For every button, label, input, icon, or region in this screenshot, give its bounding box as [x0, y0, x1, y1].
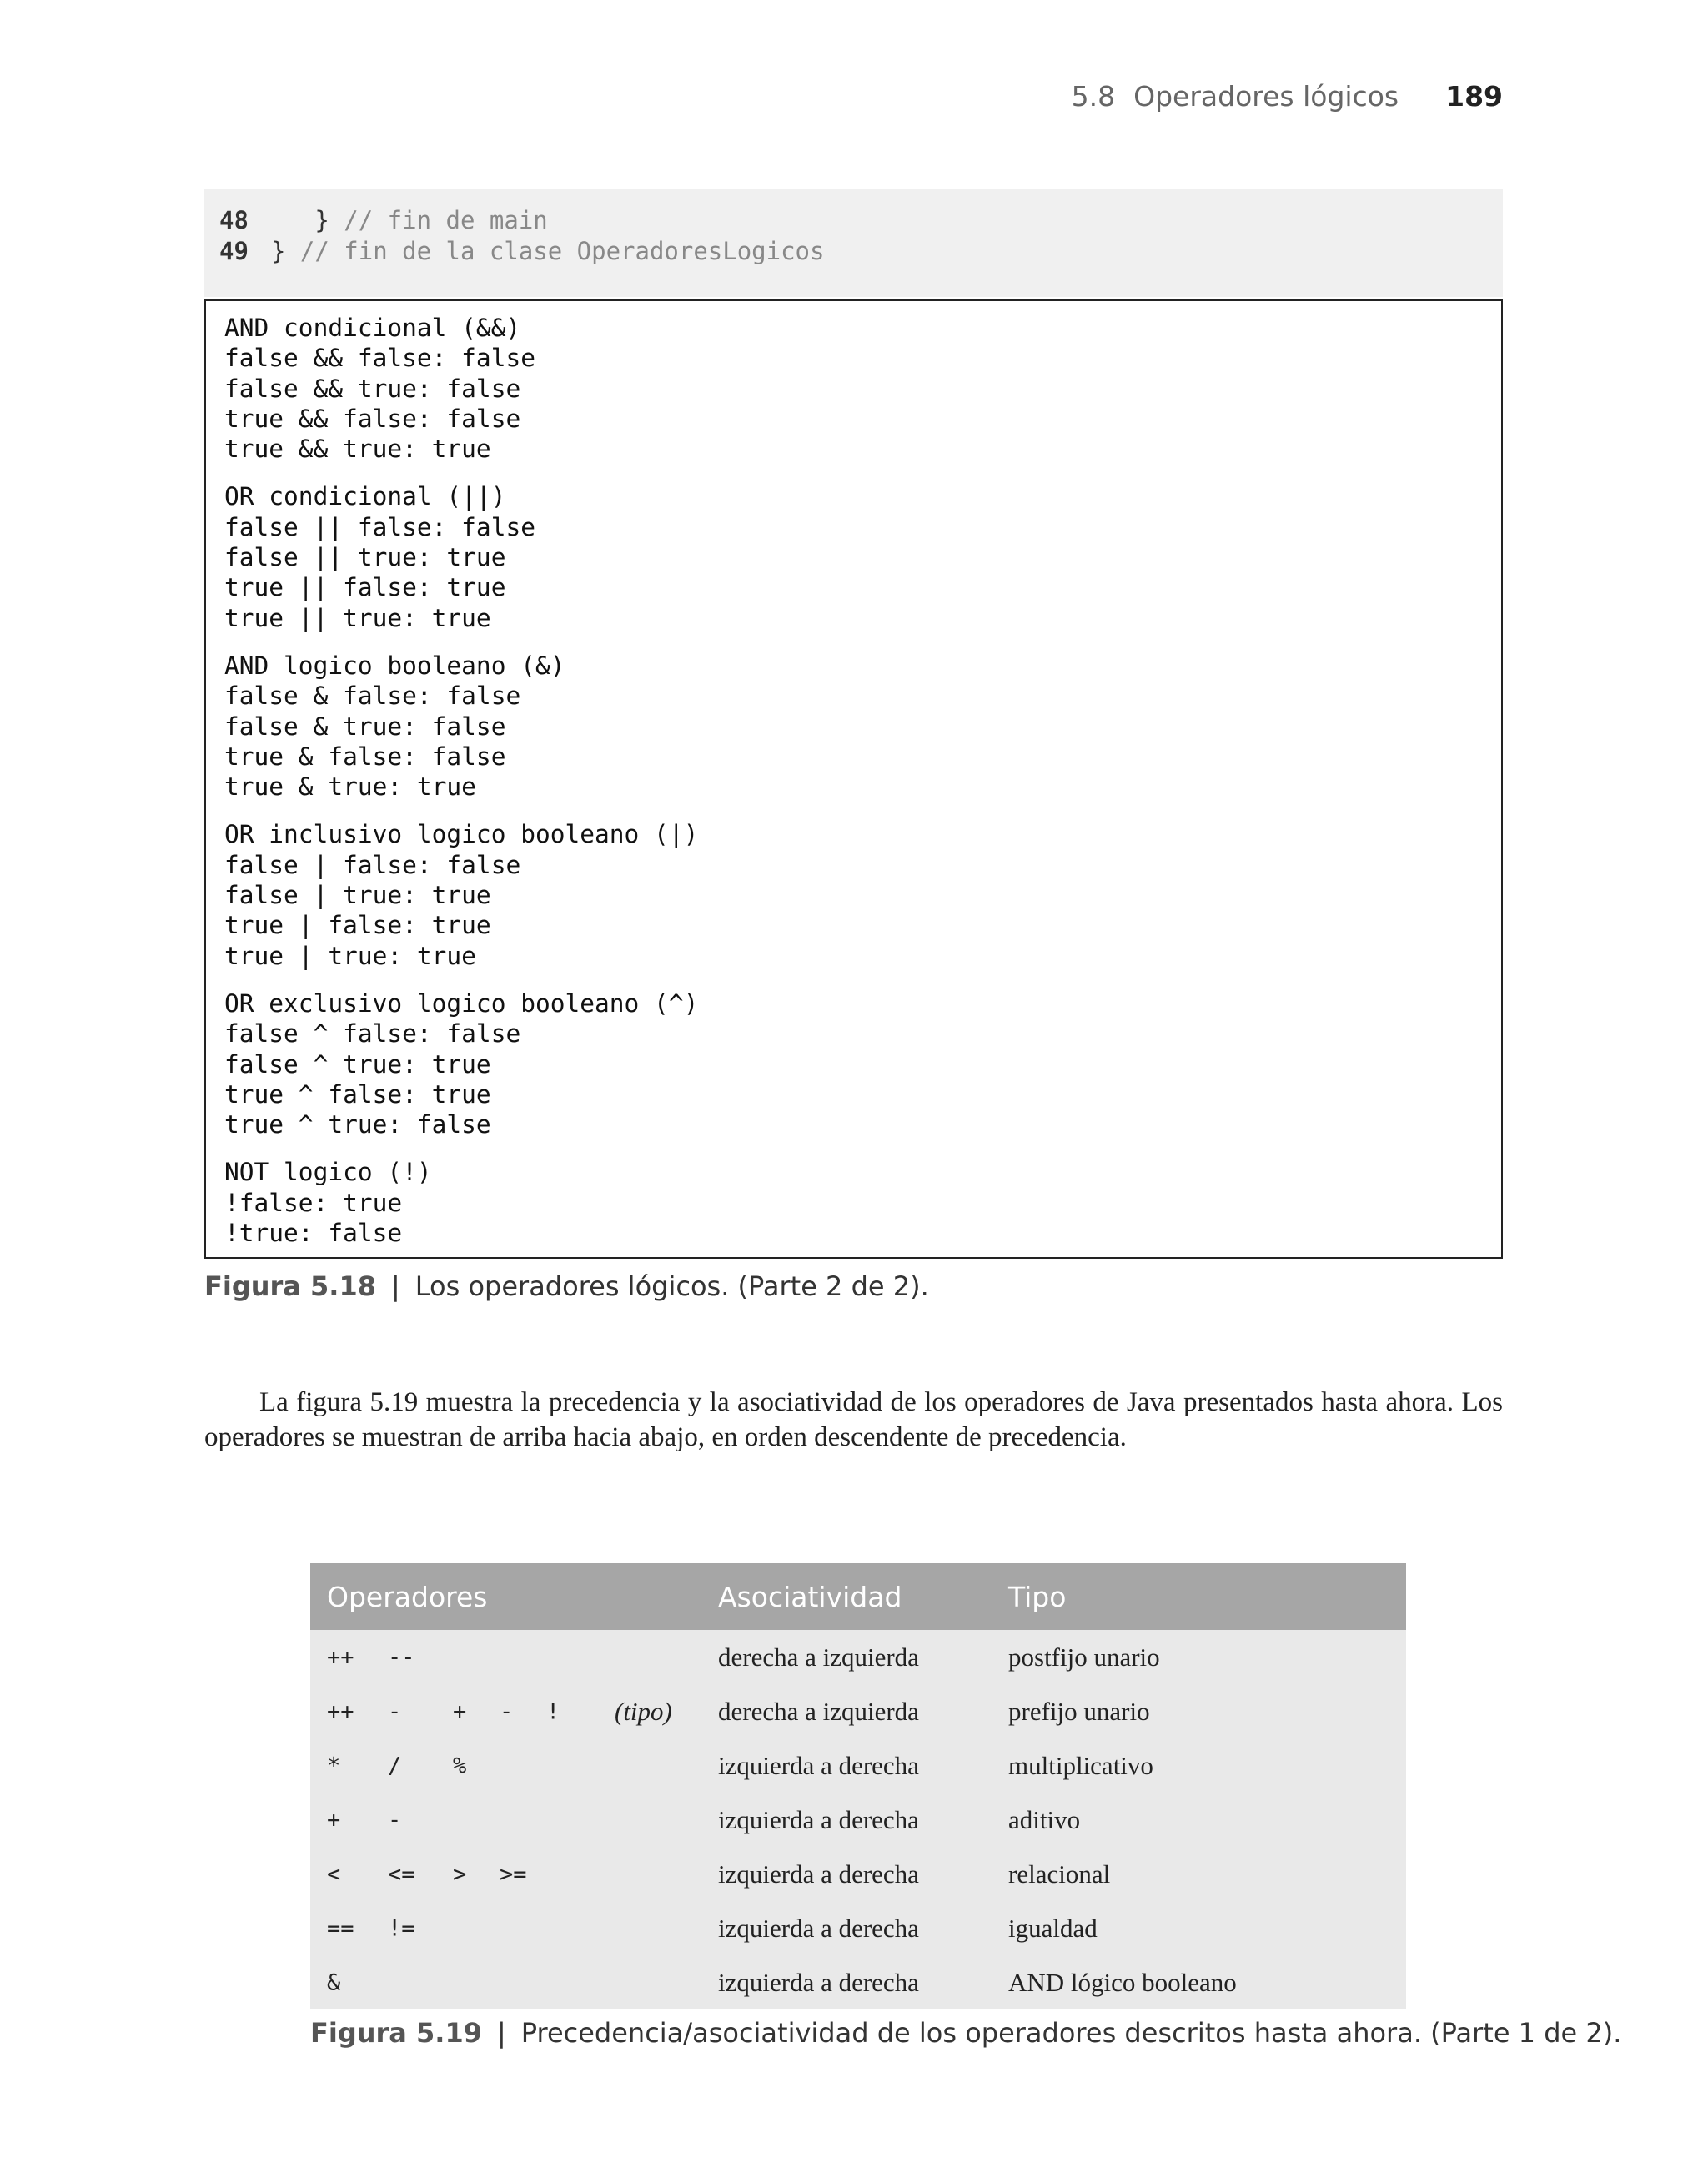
output-group [224, 481, 1501, 632]
table-row [310, 1847, 1406, 1901]
operators-cell [310, 1684, 718, 1738]
page-number: 189 [1445, 80, 1503, 113]
associativity-cell: derecha a izquierda [718, 1642, 919, 1672]
output-line: false || true: true [224, 543, 506, 572]
operator-token: / [388, 1753, 402, 1778]
running-header [1072, 80, 1503, 113]
caption-text: Los operadores lógicos. (Parte 2 de 2). [414, 1270, 929, 1302]
output-line: false || false: false [224, 512, 535, 541]
body-paragraph [204, 1385, 1503, 1455]
associativity-cell: izquierda a derecha [718, 1750, 919, 1780]
code-text: } [271, 237, 286, 265]
operator-token: - [500, 1698, 514, 1724]
output-line: false && false: false [224, 344, 535, 373]
output-group [224, 1157, 1501, 1248]
operator-token: + [453, 1698, 467, 1724]
type-cell: postfijo unario [1008, 1642, 1160, 1672]
table-row [310, 1901, 1406, 1955]
code-listing [204, 189, 1503, 297]
operator-token: - [388, 1807, 402, 1833]
operators-cell [310, 1955, 718, 2009]
type-cell: relacional [1008, 1859, 1111, 1889]
output-line: !false: true [224, 1188, 403, 1217]
operator-token: ! [546, 1698, 560, 1724]
operators-cell [310, 1793, 718, 1847]
type-cell: aditivo [1008, 1804, 1081, 1834]
output-line: true | true: true [224, 941, 476, 970]
output-line: !true: false [224, 1219, 403, 1248]
operator-token: >= [500, 1861, 527, 1887]
code-text: } [271, 206, 329, 234]
operator-token: - [388, 1698, 402, 1724]
operator-token: <= [388, 1861, 415, 1887]
section-number: 5.8 [1071, 80, 1116, 113]
output-line: true && false: false [224, 404, 521, 433]
associativity-cell: izquierda a derecha [718, 1859, 919, 1889]
header-tipo: Tipo [1008, 1580, 1067, 1613]
output-heading: NOT logico (!) [224, 1158, 432, 1187]
header-operadores: Operadores [327, 1580, 488, 1613]
type-cell: AND lógico booleano [1008, 1967, 1237, 1997]
output-line: true && true: true [224, 435, 491, 464]
output-line: false ^ true: true [224, 1049, 491, 1079]
output-heading: OR condicional (||) [224, 482, 506, 511]
operator-token: + [327, 1807, 341, 1833]
operator-token: == [327, 1915, 354, 1941]
output-line: false & false: false [224, 682, 521, 711]
output-group [224, 313, 1501, 464]
figure-caption [310, 2017, 1621, 2049]
operator-token: -- [388, 1644, 415, 1670]
operators-cell [310, 1630, 718, 1684]
associativity-cell: izquierda a derecha [718, 1967, 919, 1997]
type-cell: multiplicativo [1008, 1750, 1153, 1780]
output-line: true & false: false [224, 742, 506, 771]
operator-token: (tipo) [615, 1696, 672, 1726]
header-asociatividad: Asociatividad [718, 1580, 902, 1613]
code-line [204, 236, 1503, 267]
figure-label: Figura 5.18 [204, 1270, 376, 1302]
paragraph-text: La figura 5.19 muestra la precedencia y la asociatividad de los operadores de Java presentados hasta ahora. Los operadores se muestran de arriba hacia abajo, en orden descendente de precedencia. [204, 1387, 1503, 1452]
output-line: false ^ false: false [224, 1019, 521, 1049]
output-group [224, 988, 1501, 1139]
output-heading: OR inclusivo logico booleano (|) [224, 820, 699, 849]
output-line: true | false: true [224, 911, 491, 940]
output-line: true ^ true: false [224, 1110, 491, 1139]
output-line: true & true: true [224, 772, 476, 802]
operator-token: % [453, 1753, 467, 1778]
operator-token: < [327, 1861, 341, 1887]
table-row [310, 1738, 1406, 1793]
type-cell: igualdad [1008, 1913, 1098, 1943]
section-title: Operadores lógicos [1133, 80, 1399, 113]
output-line: false & true: false [224, 712, 506, 741]
output-line: true || true: true [224, 603, 491, 632]
operator-token: & [327, 1969, 341, 1995]
table-row [310, 1793, 1406, 1847]
code-line [204, 205, 1503, 236]
table-body [310, 1630, 1406, 2009]
table-row [310, 1630, 1406, 1684]
output-line: true || false: true [224, 573, 506, 602]
line-number: 49 [219, 237, 249, 265]
output-line: false | false: false [224, 850, 521, 879]
figure-caption [204, 1270, 929, 1302]
output-line: false | true: true [224, 881, 491, 910]
code-comment: // fin de main [329, 206, 548, 234]
associativity-cell: izquierda a derecha [718, 1804, 919, 1834]
table-header [310, 1563, 1406, 1630]
output-heading: AND logico booleano (&) [224, 651, 565, 680]
operators-cell [310, 1847, 718, 1901]
output-line: true ^ false: true [224, 1079, 491, 1109]
section-heading [1072, 80, 1399, 113]
operator-token: ++ [327, 1698, 354, 1724]
output-heading: OR exclusivo logico booleano (^) [224, 988, 699, 1018]
line-number: 48 [219, 206, 249, 234]
precedence-table [310, 1563, 1406, 2009]
output-group [224, 651, 1501, 802]
caption-separator: | [390, 1270, 400, 1302]
type-cell: prefijo unario [1008, 1696, 1150, 1726]
associativity-cell: derecha a izquierda [718, 1696, 919, 1726]
associativity-cell: izquierda a derecha [718, 1913, 919, 1943]
caption-separator: | [496, 2017, 506, 2049]
code-comment: // fin de la clase OperadoresLogicos [285, 237, 825, 265]
operator-token: * [327, 1753, 341, 1778]
operator-token: != [388, 1915, 415, 1941]
table-row [310, 1955, 1406, 2009]
operator-token: > [453, 1861, 467, 1887]
figure-label: Figura 5.19 [310, 2017, 482, 2049]
output-heading: AND condicional (&&) [224, 314, 521, 342]
output-group [224, 819, 1501, 970]
output-line: false && true: false [224, 374, 521, 403]
table-row [310, 1684, 1406, 1738]
program-output [204, 299, 1503, 1259]
operators-cell [310, 1738, 718, 1793]
operators-cell [310, 1901, 718, 1955]
caption-text: Precedencia/asociatividad de los operadores descritos hasta ahora. (Parte 1 de 2). [520, 2017, 1622, 2049]
operator-token: ++ [327, 1644, 354, 1670]
